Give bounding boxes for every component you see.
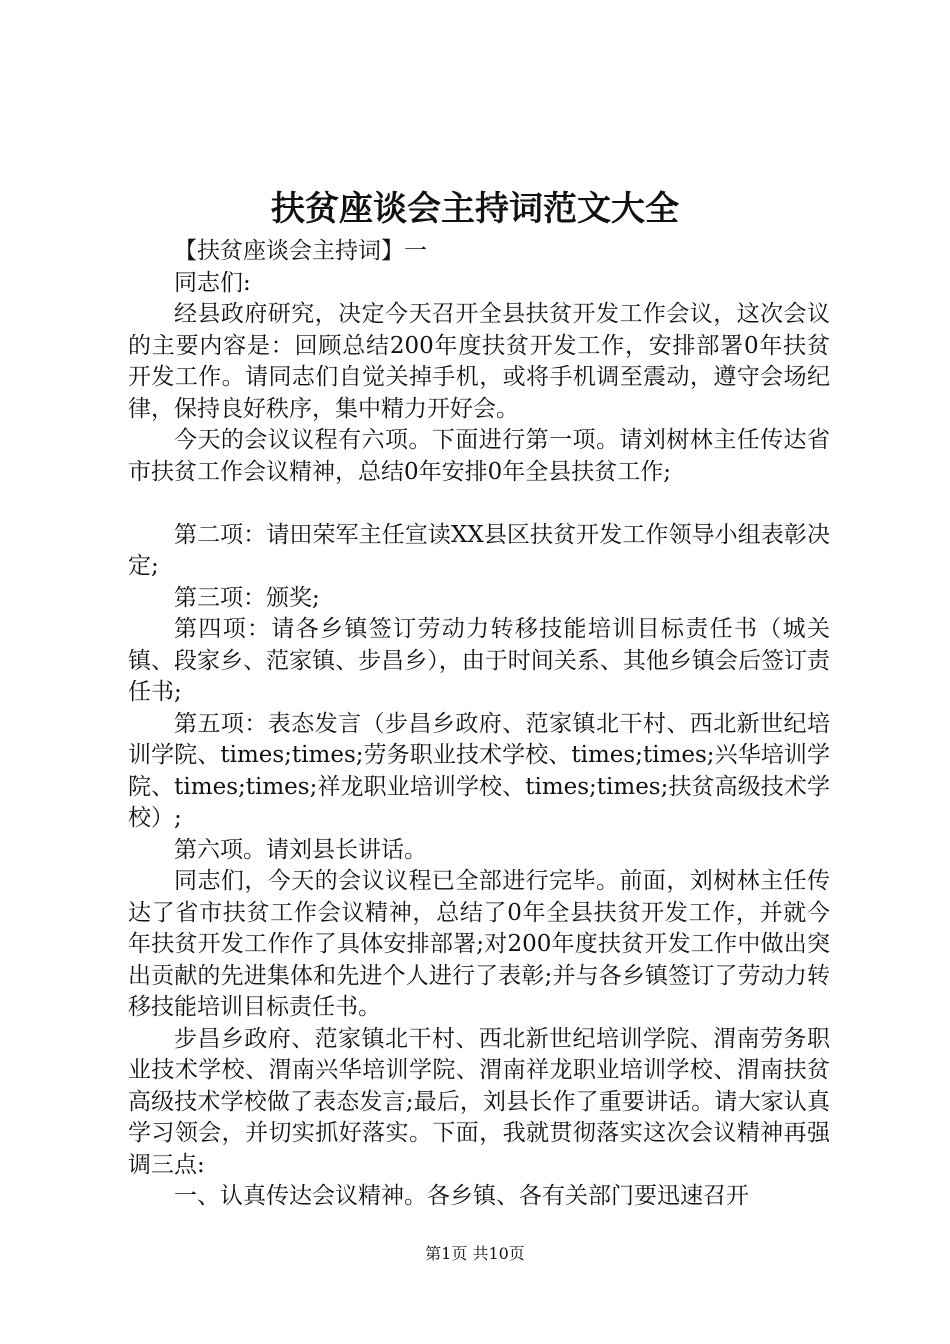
- paragraph: 一、认真传达会议精神。各乡镇、各有关部门要迅速召开: [174, 1183, 749, 1209]
- paragraph-blank: [128, 488, 830, 520]
- paragraph: 步昌乡政府、范家镇北干村、西北新世纪培训学院、渭南劳务职业技术学校、渭南兴华培训学院、渭南祥龙职业培训学校、渭南扶贫高级技术学校做了表态发言;最后，刘县长作了重要讲话。请大家认真学习领会，并切实抓好落实。下面，我就贯彻落实这次会议精神再强调三点:: [128, 1025, 830, 1178]
- paragraph: 第二项：请田荣军主任宣读XX县区扶贫开发工作领导小组表彰决定;: [128, 521, 830, 579]
- paragraph: 经县政府研究，决定今天召开全县扶贫开发工作会议，这次会议的主要内容是：回顾总结200年度扶贫开发工作，安排部署0年扶贫开发工作。请同志们自觉关掉手机，或将手机调至震动，遵守会场纪律，保持良好秩序，集中精力开好会。: [128, 301, 830, 422]
- paragraph: 第三项：颁奖;: [174, 584, 320, 611]
- paragraph: 第六项。请刘县长讲话。: [174, 836, 427, 863]
- paragraph: 同志们:: [174, 269, 251, 296]
- paragraph: 同志们，今天的会议议程已全部进行完毕。前面，刘树林主任传达了省市扶贫工作会议精神，总结了0年全县扶贫开发工作，并就今年扶贫开发工作作了具体安排部署;对200年度扶贫开发工作中做出突出贡献的先进集体和先进个人进行了表彰;并与各乡镇签订了劳动力转移技能培训目标责任书。: [128, 868, 830, 1020]
- paragraph: 今天的会议议程有六项。下面进行第一项。请刘树林主任传达省市扶贫工作会议精神，总结0年安排0年全县扶贫工作;: [128, 427, 830, 485]
- paragraph: 【扶贫座谈会主持词】一: [174, 238, 427, 264]
- paragraph: 第四项：请各乡镇签订劳动力转移技能培训目标责任书（城关镇、段家乡、范家镇、步昌乡），由于时间关系、其他乡镇会后签订责任书;: [128, 616, 830, 705]
- document-title: 扶贫座谈会主持词范文大全: [271, 189, 679, 229]
- page-footer: 第1页 共10页: [425, 1244, 525, 1263]
- document-body: [128, 236, 830, 1213]
- paragraph: 第五项：表态发言（步昌乡政府、范家镇北干村、西北新世纪培训学院、times;times;劳务职业技术学校、times;times;兴华培训学院、times;times;祥龙职业培训学校、times;times;扶贫高级技术学校）;: [128, 710, 830, 831]
